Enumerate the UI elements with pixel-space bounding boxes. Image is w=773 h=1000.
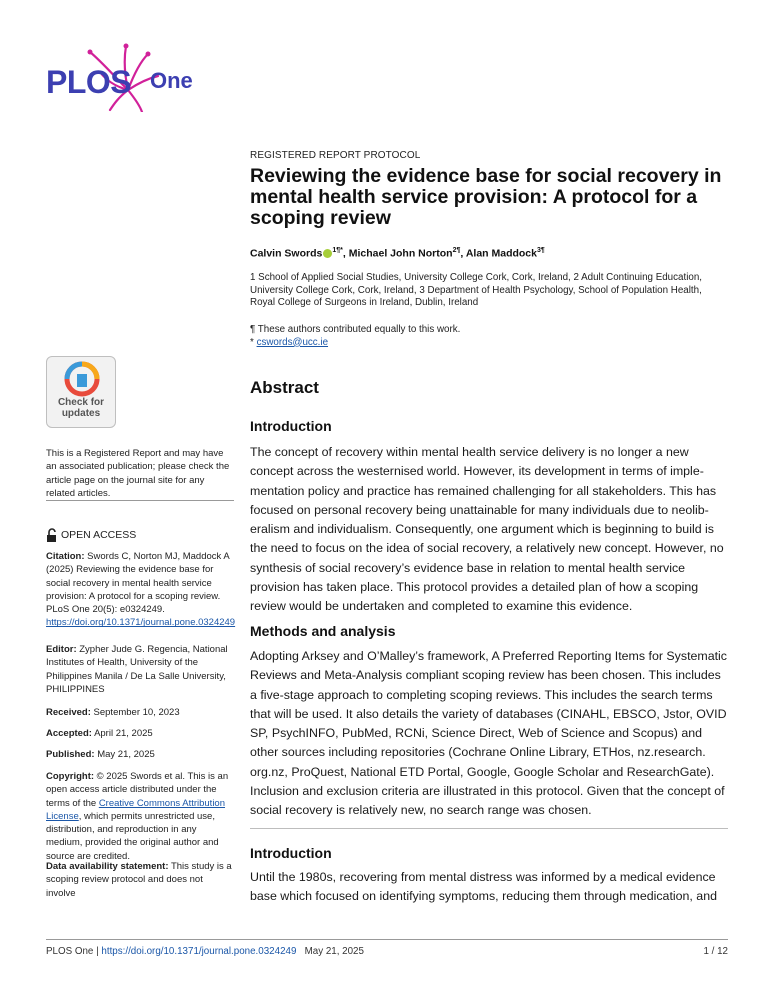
logo-one-text: One	[150, 68, 193, 93]
footer-doi-link[interactable]: https://doi.org/10.1371/journal.pone.0324249	[101, 946, 297, 957]
journal-logo[interactable]	[44, 42, 204, 112]
abstract-divider	[250, 828, 728, 829]
badge-label: Check for updates	[57, 397, 105, 419]
article-type: REGISTERED REPORT PROTOCOL	[250, 150, 421, 161]
open-lock-icon	[46, 528, 57, 542]
author-notes	[250, 324, 728, 349]
published-date: Published: May 21, 2025	[46, 749, 155, 760]
body-intro-text: Until the 1980s, recovering from mental distress was informed by a medical evidence base which focused on identifying symptoms, reducing them through medication, and	[250, 870, 717, 904]
corresponding-author: * cswords@ucc.ie	[250, 336, 329, 348]
citation-doi-link[interactable]: https://doi.org/10.1371/journal.pone.0324249	[46, 617, 236, 629]
accepted-date: Accepted: April 21, 2025	[46, 728, 153, 739]
citation-block: Citation: Swords C, Norton MJ, Maddock A (2025) Reviewing the evidence base for social recovery in mental health service provision: A protocol for a scoping review. PLoS One 20(5): e0324249. https://doi.org/10.1371/journal.pone.0324249	[46, 551, 236, 629]
equal-contribution-note: ¶ These authors contributed equally to this work.	[250, 324, 461, 335]
author-name[interactable]: Calvin Swords	[250, 247, 323, 260]
data-availability-block: Data availability statement: This study is a scoping review protocol and does not involve	[46, 861, 232, 899]
methods-text: Adopting Arksey and O’Malley’s framework, A Preferred Reporting Items for Systematic Reviews and Meta-Analysis compliant scoping review has been chosen. This includes a five-stage approach to completing scoping reviews. This includes the search terms that will be used. It also details the variety of databases (CINAHL, EBSCO, Jstor, OVID SP, PsychINFO, PubMed, RCNi, Science Direct, Web of Science and Scopus) and other sources including repositories (Cochrane Online Library, ETHos, nz.research. org.nz, ProQuest, National ETD Portal, Google, Google Scholar and ResearchGate). Inclusion and exclusion criteria are illustrated in this protocol. Given that the concept of social recovery is relatively new, no search range was chosen.	[250, 649, 728, 818]
affiliations: 1 School of Applied Social Studies, University College Cork, Cork, Ireland, 2 Adult Continuing Education, University College Cork, Cork, Ireland, 3 Department of Health Psychology, School of Population Health, Royal College of Surgeons in Ireland, Dublin, Ireland	[250, 272, 702, 308]
open-access-label: OPEN ACCESS	[46, 528, 136, 542]
cc-license-link[interactable]: Creative Commons Attribution License	[46, 797, 226, 822]
orcid-icon[interactable]	[323, 249, 332, 258]
methods-heading: Methods and analysis	[250, 623, 396, 639]
logo-plos-text: PLOS	[46, 64, 132, 100]
body-intro-heading: Introduction	[250, 845, 332, 861]
author-list: Calvin Swords $^{1\P*}$, Michael John Norton$^{2\P}$, Alan Maddock$^{3\P}$	[250, 247, 545, 260]
received-date: Received: September 10, 2023	[46, 707, 180, 718]
copyright-block: Copyright: © 2025 Swords et al. This is an open access article distributed under the terms of the Creative Commons Attribution License, which permits unrestricted use, distribution, and reproduction in any medium, provided the original author and source are credited.	[46, 771, 229, 862]
check-for-updates-badge[interactable]	[46, 356, 116, 428]
abstract-heading: Abstract	[250, 378, 319, 397]
crossmark-icon	[47, 359, 117, 399]
registered-report-note: This is a Registered Report and may have an associated publication; please check the article page on the journal site for any related articles.	[46, 448, 230, 499]
sidebar-divider	[46, 500, 234, 501]
author-name[interactable]: Alan Maddock	[465, 247, 537, 260]
author-name[interactable]: Michael John Norton	[348, 247, 453, 260]
page-footer: PLOS One | https://doi.org/10.1371/journal.pone.0324249 May 21, 2025	[46, 946, 364, 957]
editor-block: Editor: Zypher Jude G. Regencia, National Institutes of Health, University of the Philippines Manila / De La Salle University, PHILIPPINES	[46, 644, 228, 695]
abstract-intro-text: The concept of recovery within mental health service delivery is no longer a new concept across the westernised world. However, its development in terms of imple-mentation policy and practice has remained challenging for all stakeholders. This has focused on personal recovery being unattainable for many individuals due to neolib-eralism and individualism. Consequently, one argument which is beginning to build is the need to focus on the idea of social recovery, a relatively new concept. However, no synthesis of social recovery’s evidence base in relation to mental health service provision has taken place. This protocol provides a detailed plan of how a scoping review would be undertaken and completed to examine this evidence.	[250, 445, 724, 614]
corresponding-email-link[interactable]: cswords@ucc.ie	[256, 336, 329, 348]
abstract-intro-heading: Introduction	[250, 418, 332, 434]
page-number: 1 / 12	[703, 946, 728, 957]
article-title: Reviewing the evidence base for social recovery in mental health service provision: A protocol for a scoping review	[250, 165, 722, 229]
footer-divider	[46, 939, 728, 940]
